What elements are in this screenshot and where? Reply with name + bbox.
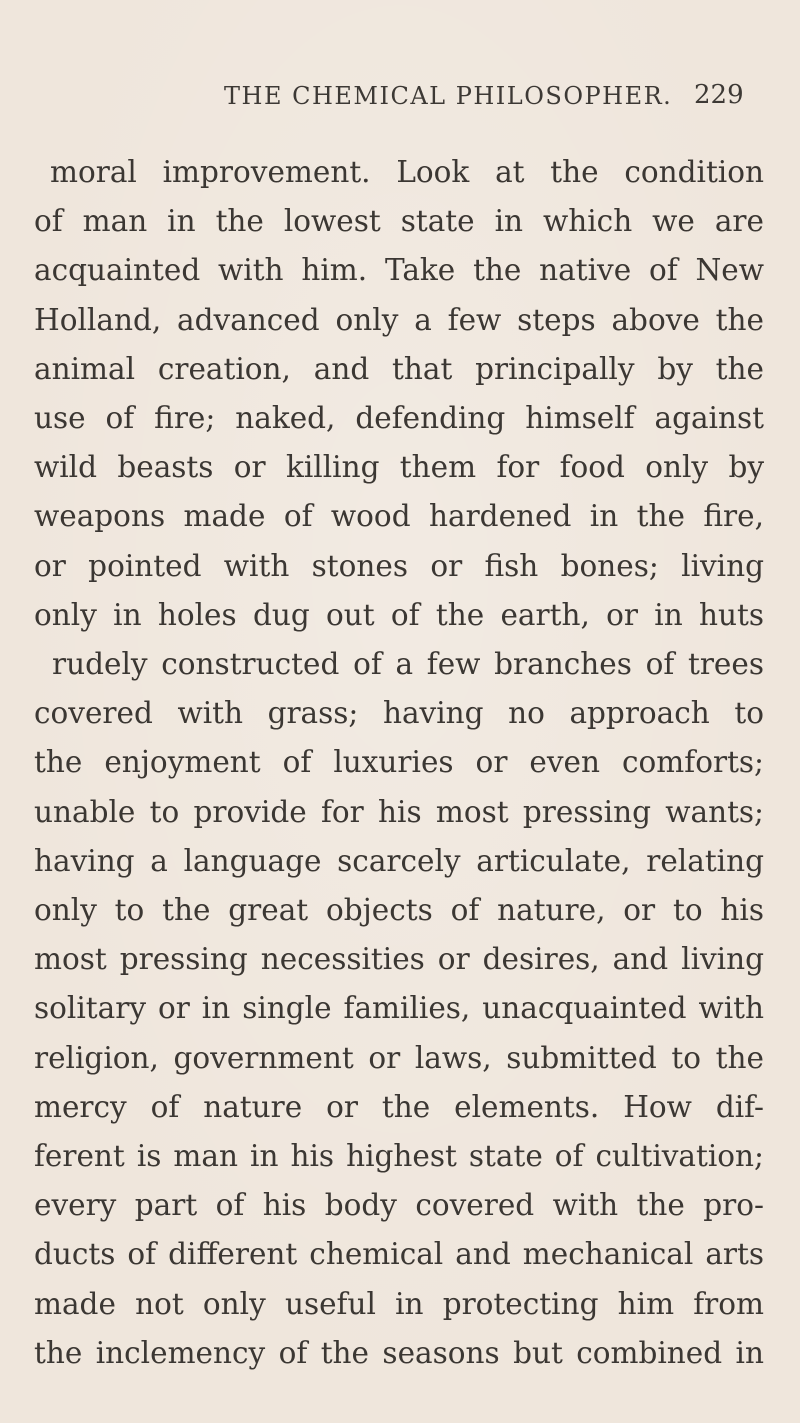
text-line-content: unable to provide for his most pressing wants; xyxy=(34,794,764,829)
text-line xyxy=(34,352,764,402)
text-line xyxy=(52,647,764,697)
text-line xyxy=(34,549,764,599)
text-line-content: weapons made of wood hardened in the fire, xyxy=(34,499,764,534)
text-line xyxy=(34,942,764,992)
text-line-content: use of fire; naked, defending himself against xyxy=(34,401,764,435)
text-line-content: solitary or in single families, unacquainted with xyxy=(34,991,764,1026)
text-line xyxy=(34,991,764,1041)
text-line-content: animal creation, and that principally by the xyxy=(34,351,764,386)
running-head xyxy=(0,82,800,122)
text-line-content: the enjoyment of luxuries or even comforts; xyxy=(34,745,764,780)
text-line xyxy=(34,893,764,943)
text-line-content: only to the great objects of nature, or to his xyxy=(34,893,764,927)
text-line-content: rudely constructed of a few branches of trees xyxy=(52,647,764,681)
text-line xyxy=(34,1336,764,1386)
text-line xyxy=(34,204,764,254)
text-line-content: mercy of nature or the elements. How dif- xyxy=(34,1089,764,1124)
text-line-content: moral improvement. Look at the condition xyxy=(50,155,764,189)
text-line-content: covered with grass; having no approach to xyxy=(34,696,764,731)
text-line-content: or pointed with stones or fish bones; living xyxy=(34,548,764,583)
text-line xyxy=(50,155,764,205)
text-line xyxy=(34,1090,764,1140)
text-line xyxy=(34,450,764,500)
text-line-content: ferent is man in his highest state of cultivation; xyxy=(34,1139,764,1173)
running-title: THE CHEMICAL PHILOSOPHER. xyxy=(224,82,673,110)
text-line-content: most pressing necessities or desires, and living xyxy=(34,942,764,977)
text-line-content: having a language scarcely articulate, relating xyxy=(34,843,764,878)
text-line xyxy=(34,303,764,353)
text-line xyxy=(34,844,764,894)
text-line-content: religion, government or laws, submitted to the xyxy=(34,1040,764,1075)
text-line-content: ducts of different chemical and mechanical arts xyxy=(34,1237,764,1272)
text-line xyxy=(34,499,764,549)
text-line xyxy=(34,795,764,845)
text-line xyxy=(34,1139,764,1189)
text-line xyxy=(34,696,764,746)
text-line-content: made not only useful in protecting him from xyxy=(34,1286,764,1321)
text-line-content: Holland, advanced only a few steps above the xyxy=(34,302,764,337)
text-line-content: wild beasts or killing them for food only by xyxy=(34,450,764,485)
text-line xyxy=(34,1188,764,1238)
text-line-content: acquainted with him. Take the native of New xyxy=(34,253,764,288)
text-line-content: every part of his body covered with the pro- xyxy=(34,1188,764,1223)
text-line-content: of man in the lowest state in which we are xyxy=(34,204,764,239)
text-line xyxy=(34,253,764,303)
text-line xyxy=(34,1237,764,1287)
text-line xyxy=(34,745,764,795)
text-line xyxy=(34,1041,764,1091)
page-number: 229 xyxy=(694,80,744,110)
text-line xyxy=(34,1287,764,1337)
text-line xyxy=(34,598,764,648)
text-line-content: the inclemency of the seasons but combined in xyxy=(34,1335,764,1370)
text-line xyxy=(34,401,764,451)
text-line-content: only in holes dug out of the earth, or in huts xyxy=(34,597,764,632)
